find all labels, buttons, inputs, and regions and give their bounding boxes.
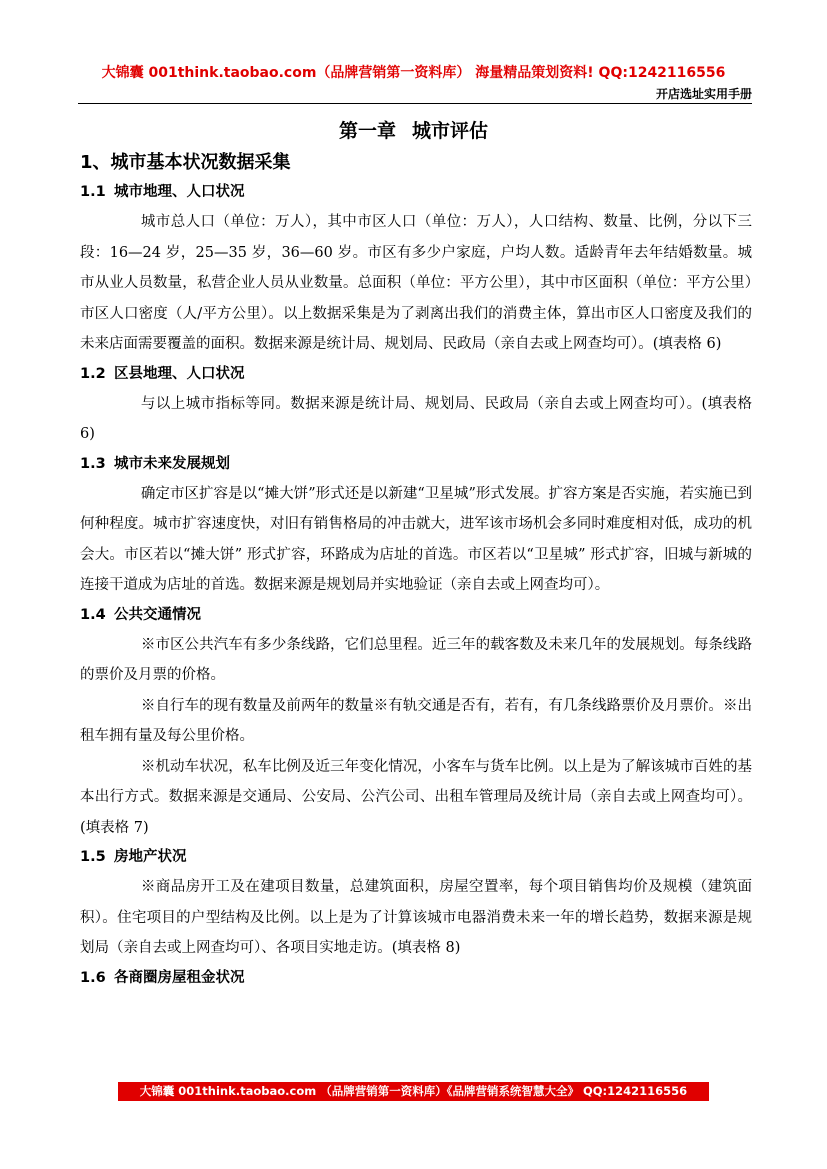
header-subtitle: 开店选址实用手册 bbox=[655, 87, 752, 101]
paragraph: ※自行车的现有数量及前两年的数量※有轨交通是否有，若有，有几条线路票价及月票价。※出租车拥有量及每公里价格。 bbox=[80, 697, 752, 744]
subsection-number: 1.4 bbox=[80, 606, 106, 623]
paragraph: ※商品房开工及在建项目数量，总建筑面积，房屋空置率，每个项目销售均价及规模（建筑面积）。住宅项目的户型结构及比例。以上是为了计算该城市电器消费未来一年的增长趋势，数据来源是规划局（亲自去或上网查均可）、各项目实地走访。(填表格 8) bbox=[80, 879, 752, 956]
footer-banner: 大锦囊 001think.taobao.com （品牌营销第一资料库）《品牌营销系统智慧大全》 QQ:1242116556 bbox=[118, 1082, 709, 1101]
content-body bbox=[80, 178, 752, 993]
subsection-number: 1.1 bbox=[80, 184, 106, 200]
header-divider bbox=[78, 103, 752, 104]
subsection-number: 1.2 bbox=[80, 365, 106, 382]
subsection-heading bbox=[80, 964, 752, 993]
section-title: 1、城市基本状况数据采集 bbox=[80, 152, 291, 173]
subsection-title: 城市未来发展规划 bbox=[114, 455, 230, 472]
header-banner: 大锦囊 001think.taobao.com（品牌营销第一资料库） 海量精品策划资料! QQ:1242116556 bbox=[101, 65, 726, 81]
subsection-title: 各商圈房屋租金状况 bbox=[114, 969, 245, 986]
subsection-heading bbox=[80, 843, 752, 872]
subsection-number: 1.3 bbox=[80, 455, 106, 472]
chapter-number: 第一章 bbox=[338, 120, 396, 142]
subsection-number: 1.6 bbox=[80, 969, 106, 986]
paragraph: 城市总人口（单位：万人），其中市区人口（单位：万人），人口结构、数量、比例，分以下三段：16—24 岁，25—35 岁，36—60 岁。市区有多少户家庭，户均人数。适龄青年去年结婚数量。城市从业人员数量，私营企业人员从业数量。总面积（单位：平方公里），其中市区面积（单位：平方公里）市区人口密度（人/平方公里）。以上数据采集是为了剥离出我们的消费主体，算出市区人口密度及我们的未来店面需要覆盖的面积。数据来源是统计局、规划局、民政局（亲自去或上网查均可）。(填表格 6) bbox=[80, 214, 752, 352]
subsection-title: 城市地理、人口状况 bbox=[114, 184, 245, 200]
paragraph: 与以上城市指标等同。数据来源是统计局、规划局、民政局（亲自去或上网查均可）。(填表格 6) bbox=[80, 395, 752, 442]
subsection-heading bbox=[80, 450, 752, 479]
subsection-title: 房地产状况 bbox=[114, 849, 187, 865]
subsection-title: 公共交通情况 bbox=[114, 606, 201, 623]
chapter-name: 城市评估 bbox=[412, 120, 489, 142]
paragraph: ※机动车状况，私车比例及近三年变化情况，小客车与货车比例。以上是为了解该城市百姓的基本出行方式。数据来源是交通局、公安局、公汽公司、出租车管理局及统计局（亲自去或上网查均可）。(填表格 7) bbox=[80, 758, 752, 836]
subsection-heading bbox=[80, 178, 752, 207]
subsection-title: 区县地理、人口状况 bbox=[114, 365, 245, 382]
subsection-heading bbox=[80, 360, 752, 389]
chapter-title bbox=[0, 116, 827, 143]
paragraph: 确定市区扩容是以“摊大饼”形式还是以新建“卫星城”形式发展。扩容方案是否实施，若实施已到何种程度。城市扩容速度快，对旧有销售格局的冲击就大，进军该市场机会多同时难度相对低，成功的机会大。市区若以“摊大饼” 形式扩容，环路成为店址的首选。市区若以“卫星城” 形式扩容，旧城与新城的连接干道成为店址的首选。数据来源是规划局并实地验证（亲自去或上网查均可）。 bbox=[80, 485, 752, 593]
subsection-heading bbox=[80, 601, 752, 630]
subsection-number: 1.5 bbox=[80, 849, 106, 865]
paragraph: ※市区公共汽车有多少条线路，它们总里程。近三年的载客数及未来几年的发展规划。每条线路的票价及月票的价格。 bbox=[80, 636, 752, 683]
